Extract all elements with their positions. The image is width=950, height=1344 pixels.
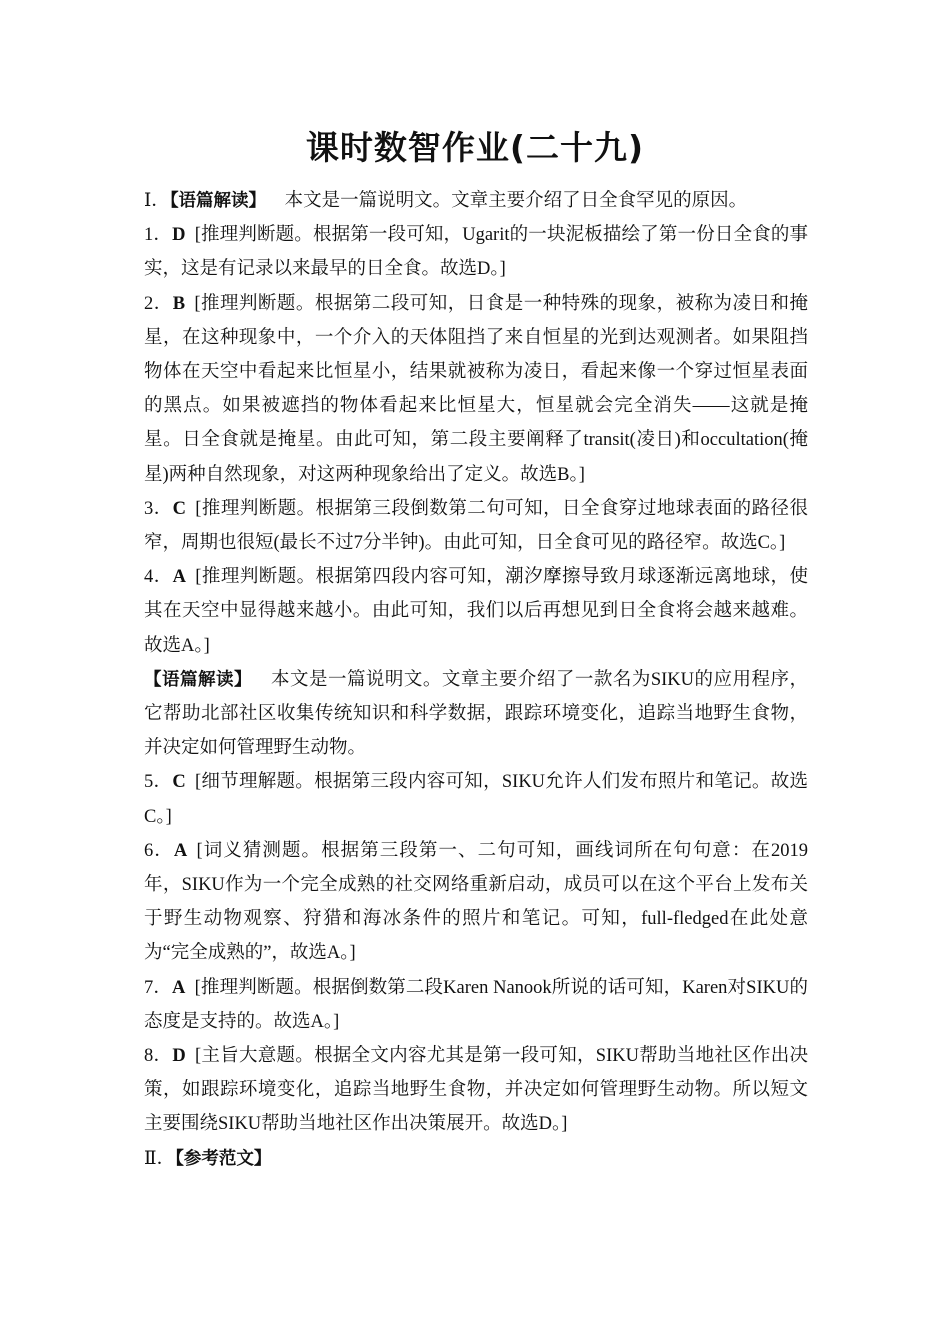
answer-item-2: 2．B [推理判断题。根据第二段可知，日食是一种特殊的现象，被称为凌日和掩星，在这种现象中，一个介入的天体阻挡了来自恒星的光到达观测者。如果阻挡物体在天空中看起来比恒星小，结果就被称为凌日，看起来像一个穿过恒星表面的黑点。如果被遮挡的物体看起来比恒星大，恒星就会完全消失——这就是掩星。日全食就是掩星。由此可知，第二段主要阐释了transit(凌日)和occultation(掩星)两种自然现象，对这两种现象给出了定义。故选B。] bbox=[144, 293, 808, 485]
section-1b-intro bbox=[144, 663, 808, 766]
answer-explanation: [主旨大意题。根据全文内容尤其是第一段可知，SIKU帮助当地社区作出决策，如跟踪环境变化，追踪当地野生食物，并决定如何管理野生动物。所以短文主要围绕SIKU帮助当地社区作出决策展开。故选D。] bbox=[144, 1046, 808, 1135]
section-heading: 【参考范文】 bbox=[175, 1148, 272, 1169]
section-2-heading bbox=[144, 1142, 808, 1176]
page-title: 课时数智作业(二十九) bbox=[305, 128, 645, 167]
section-number: Ⅰ． bbox=[144, 191, 170, 211]
answer-explanation: [推理判断题。根据第一段可知，Ugarit的一块泥板描绘了第一份日全食的事实，这是有记录以来最早的日全食。故选D。] bbox=[144, 225, 808, 280]
answer-letter: A bbox=[173, 840, 188, 861]
answer-letter: A bbox=[172, 567, 187, 588]
answer-letter: C bbox=[172, 498, 187, 519]
answer-item-4: 4．A [推理判断题。根据第四段内容可知，潮汐摩擦导致月球逐渐远离地球，使其在天空中显得越来越小。由此可知，我们以后再想见到日全食将会越来越难。故选A。] bbox=[144, 567, 808, 656]
answer-explanation: [推理判断题。根据第二段可知，日食是一种特殊的现象，被称为凌日和掩星，在这种现象中，一个介入的天体阻挡了来自恒星的光到达观测者。如果阻挡物体在天空中看起来比恒星小，结果就被称为凌日，看起来像一个穿过恒星表面的黑点。如果被遮挡的物体看起来比恒星大，恒星就会完全消失——这就是掩星。日全食就是掩星。由此可知，第二段主要阐释了transit(凌日)和occultation(掩星)两种自然现象，对这两种现象给出了定义。故选B。] bbox=[144, 293, 808, 485]
answer-explanation: [细节理解题。根据第三段内容可知，SIKU允许人们发布照片和笔记。故选C。] bbox=[144, 772, 808, 827]
answer-letter: B bbox=[172, 293, 186, 314]
answer-item-5: 5．C [细节理解题。根据第三段内容可知，SIKU允许人们发布照片和笔记。故选C。] bbox=[144, 772, 808, 827]
answer-item-8: 8．D [主旨大意题。根据全文内容尤其是第一段可知，SIKU帮助当地社区作出决策，如跟踪环境变化，追踪当地野生食物，并决定如何管理野生动物。所以短文主要围绕SIKU帮助当地社区作出决策展开。故选D。] bbox=[144, 1046, 808, 1135]
answer-letter: D bbox=[172, 1046, 186, 1067]
answer-explanation: [推理判断题。根据第四段内容可知，潮汐摩擦导致月球逐渐远离地球，使其在天空中显得越来越小。由此可知，我们以后再想见到日全食将会越来越难。故选A。] bbox=[144, 567, 808, 656]
section-1-intro bbox=[144, 184, 808, 218]
section-summary: 本文是一篇说明文。文章主要介绍了日全食罕见的原因。 bbox=[284, 191, 748, 211]
section-summary: 本文是一篇说明文。文章主要介绍了一款名为SIKU的应用程序，它帮助北部社区收集传统知识和科学数据，跟踪环境变化，追踪当地野生食物，并决定如何管理野生动物。 bbox=[144, 669, 808, 759]
answer-letter: A bbox=[172, 977, 186, 998]
answer-item-6: 6．A [词义猜测题。根据第三段第一、二句可知，画线词所在句句意：在2019年，SIKU作为一个完全成熟的社交网络重新启动，成员可以在这个平台上发布关于野生动物观察、狩猎和海冰条件的照片和笔记。可知，full-fledged在此处意为“完全成熟的”，故选A。] bbox=[144, 840, 808, 964]
answer-content bbox=[144, 184, 808, 1176]
section-number: Ⅱ． bbox=[144, 1148, 176, 1169]
section-heading: 【语篇解读】 bbox=[169, 191, 267, 211]
answer-letter: C bbox=[172, 772, 186, 793]
section-heading: 【语篇解读】 bbox=[144, 669, 252, 690]
answer-item-1: 1．D [推理判断题。根据第一段可知，Ugarit的一块泥板描绘了第一份日全食的事实，这是有记录以来最早的日全食。故选D。] bbox=[144, 225, 808, 280]
answer-explanation: [推理判断题。根据倒数第二段Karen Nanook所说的话可知，Karen对SIKU的态度是支持的。故选A。] bbox=[144, 977, 808, 1032]
answer-letter: D bbox=[172, 225, 186, 246]
answer-item-3: 3．C [推理判断题。根据第三段倒数第二句可知，日全食穿过地球表面的路径很窄，周期也很短(最长不过7分半钟)。由此可知，日全食可见的路径窄。故选C。] bbox=[144, 498, 808, 554]
answer-item-7: 7．A [推理判断题。根据倒数第二段Karen Nanook所说的话可知，Karen对SIKU的态度是支持的。故选A。] bbox=[144, 977, 808, 1032]
answer-explanation: [推理判断题。根据第三段倒数第二句可知，日全食穿过地球表面的路径很窄，周期也很短(最长不过7分半钟)。由此可知，日全食可见的路径窄。故选C。] bbox=[144, 498, 808, 554]
answer-explanation: [词义猜测题。根据第三段第一、二句可知，画线词所在句句意：在2019年，SIKU作为一个完全成熟的社交网络重新启动，成员可以在这个平台上发布关于野生动物观察、狩猎和海冰条件的照片和笔记。可知，full-fledged在此处意为“完全成熟的”，故选A。] bbox=[144, 840, 808, 964]
